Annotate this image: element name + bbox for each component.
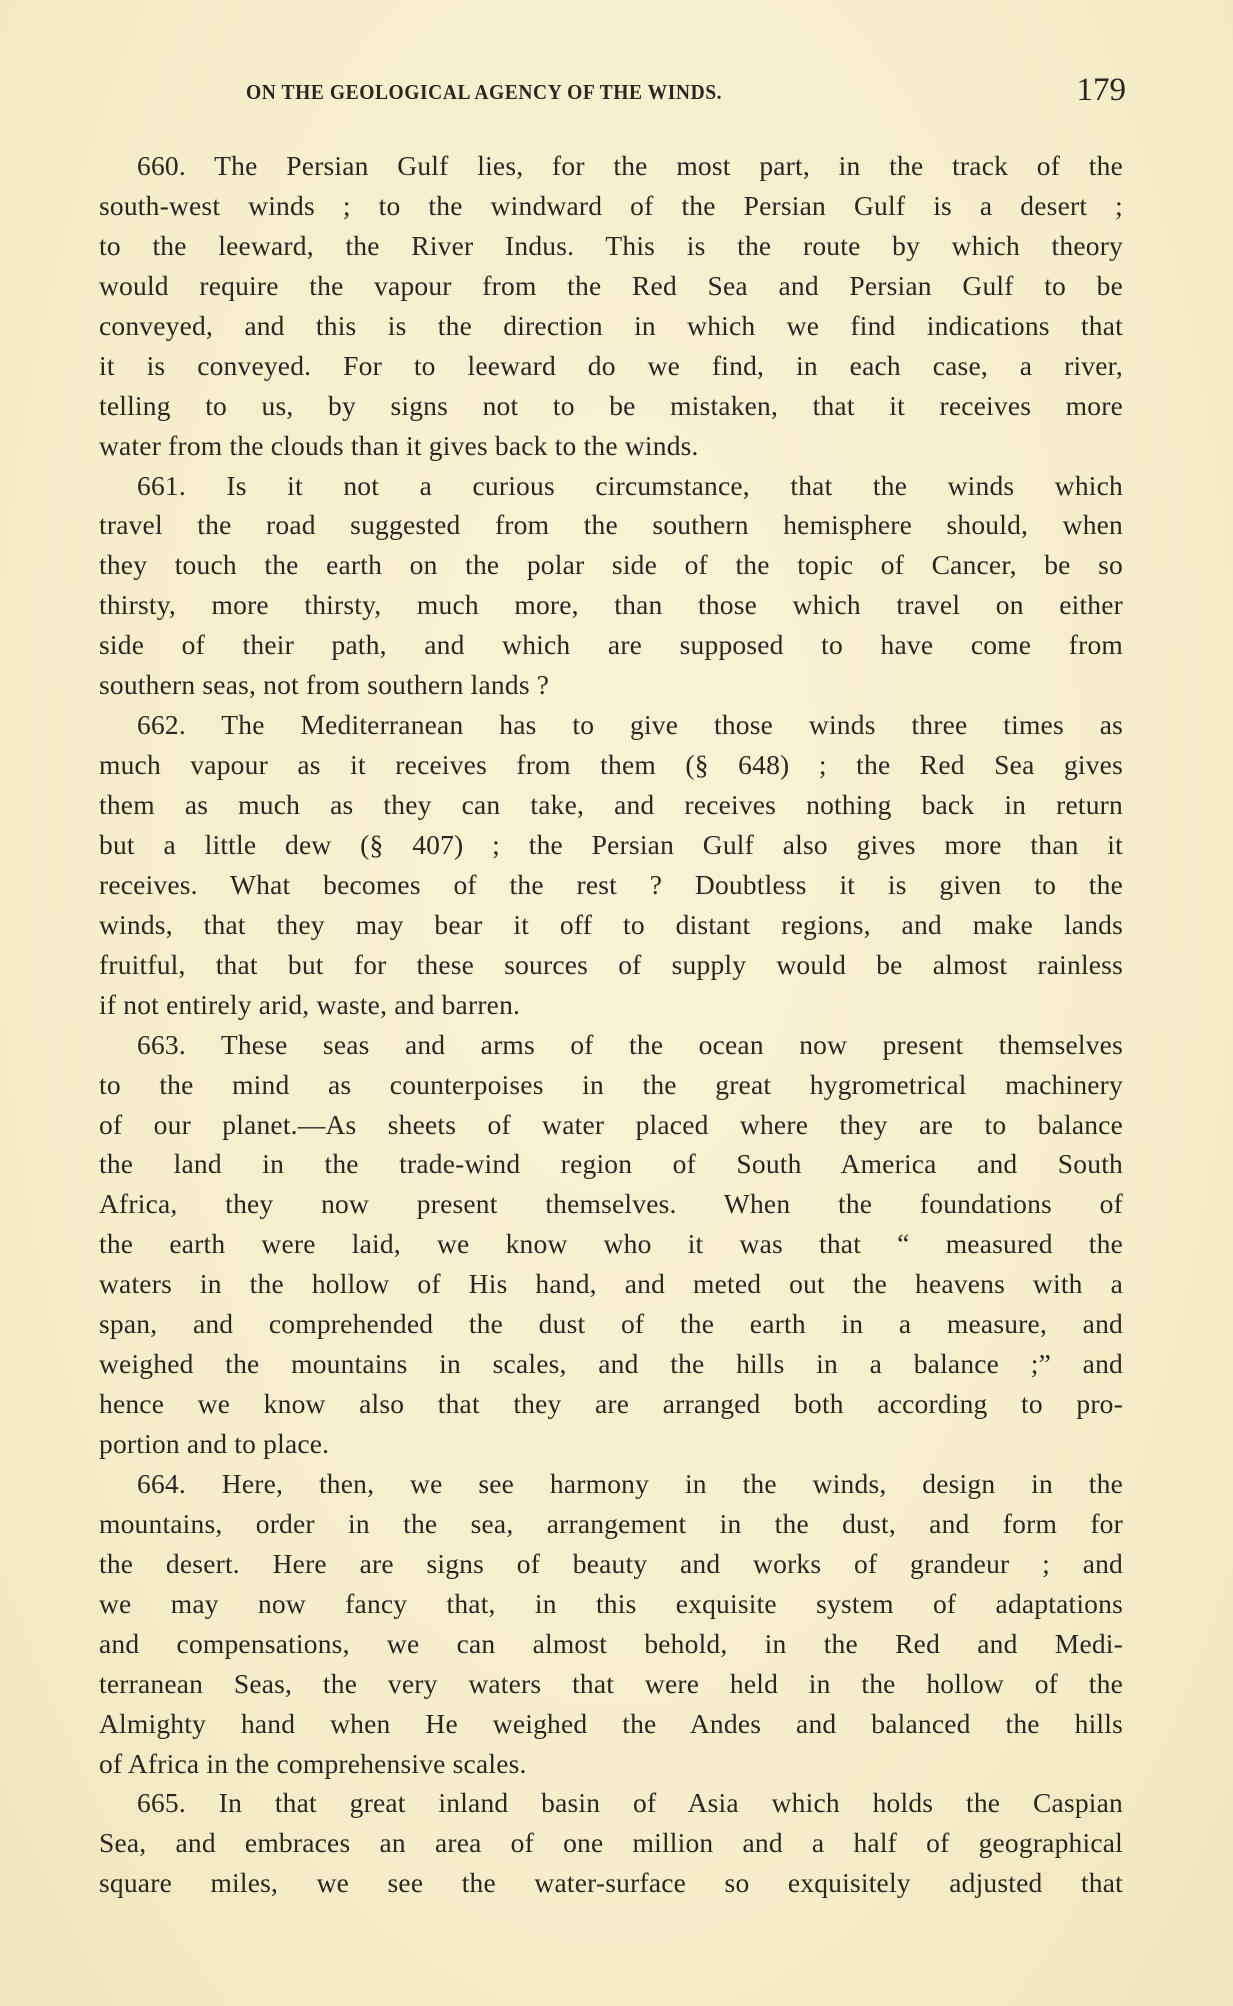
text-line: much vapour as it receives from them (§ 648) ; the Red Sea gives (99, 749, 1123, 781)
text-line: square miles, we see the water-surface so exquisitely adjusted that (99, 1867, 1123, 1899)
text-line: we may now fancy that, in this exquisite system of adaptations (99, 1587, 1123, 1619)
text-line: to the mind as counterpoises in the great hygrometrical machinery (99, 1068, 1123, 1100)
text-line: receives. What becomes of the rest ? Doubtless it is given to the (99, 868, 1123, 900)
text-line: mountains, order in the sea, arrangement in the dust, and form for (99, 1507, 1123, 1539)
text-line: the earth were laid, we know who it was that “ measured the (99, 1228, 1123, 1260)
text-line: weighed the mountains in scales, and the hills in a balance ;” and (99, 1348, 1123, 1380)
running-header (246, 72, 1126, 112)
paragraph-first-line: 661. Is it not a curious circumstance, that the winds which (137, 469, 1123, 501)
text-line: span, and comprehended the dust of the earth in a measure, and (99, 1308, 1123, 1340)
text-line: the desert. Here are signs of beauty and works of grandeur ; and (99, 1547, 1123, 1579)
text-line: it is conveyed. For to leeward do we find, in each case, a river, (99, 349, 1123, 381)
text-line: would require the vapour from the Red Sea and Persian Gulf to be (99, 269, 1123, 301)
text-line: them as much as they can take, and receives nothing back in return (99, 789, 1123, 820)
page-number: 179 (1076, 72, 1126, 108)
text-line: they touch the earth on the polar side of the topic of Cancer, be so (99, 549, 1123, 581)
body-text (99, 146, 1123, 1903)
text-line: but a little dew (§ 407) ; the Persian Gulf also gives more than it (99, 828, 1123, 860)
text-line: portion and to place. (99, 1428, 330, 1459)
text-line: of Africa in the comprehensive scales. (99, 1747, 527, 1779)
text-line: Africa, they now present themselves. When the foundations of (99, 1188, 1123, 1220)
text-line: thirsty, more thirsty, much more, than those which travel on either (99, 589, 1123, 621)
text-line: of our planet.—As sheets of water placed where they are to balance (99, 1108, 1123, 1140)
text-line: and compensations, we can almost behold, in the Red and Medi- (99, 1627, 1123, 1659)
text-line: water from the clouds than it gives back to the winds. (99, 429, 699, 461)
text-line: winds, that they may bear it off to distant regions, and make lands (99, 908, 1123, 940)
text-line: the land in the trade-wind region of South America and South (99, 1148, 1123, 1180)
text-line: fruitful, that but for these sources of supply would be almost rainless (99, 948, 1123, 980)
text-line: waters in the hollow of His hand, and meted out the heavens with a (99, 1268, 1123, 1300)
paragraph-first-line: 660. The Persian Gulf lies, for the most part, in the track of the (137, 150, 1123, 181)
text-line: hence we know also that they are arranged both according to pro- (99, 1388, 1123, 1420)
text-line: telling to us, by signs not to be mistaken, that it receives more (99, 389, 1123, 421)
text-line: if not entirely arid, waste, and barren. (99, 988, 521, 1020)
paragraph-first-line: 664. Here, then, we see harmony in the winds, design in the (137, 1467, 1123, 1499)
text-line: terranean Seas, the very waters that were held in the hollow of the (99, 1667, 1123, 1699)
text-line: south-west winds ; to the windward of the Persian Gulf is a desert ; (99, 189, 1123, 221)
text-line: conveyed, and this is the direction in which we find indications that (99, 309, 1123, 341)
text-line: Sea, and embraces an area of one million and a half of geographical (99, 1827, 1123, 1859)
text-line: to the leeward, the River Indus. This is the route by which theory (99, 229, 1123, 261)
text-line: travel the road suggested from the southern hemisphere should, when (99, 509, 1123, 541)
text-line: side of their path, and which are supposed to have come from (99, 629, 1123, 661)
text-line: Almighty hand when He weighed the Andes and balanced the hills (99, 1707, 1123, 1739)
paragraph-first-line: 663. These seas and arms of the ocean now present themselves (137, 1028, 1123, 1060)
running-title: ON THE GEOLOGICAL AGENCY OF THE WINDS. (246, 80, 723, 104)
text-line: southern seas, not from southern lands ? (99, 669, 550, 701)
paragraph-first-line: 662. The Mediterranean has to give those winds three times as (137, 709, 1123, 741)
paragraph-first-line: 665. In that great inland basin of Asia which holds the Caspian (137, 1787, 1123, 1819)
